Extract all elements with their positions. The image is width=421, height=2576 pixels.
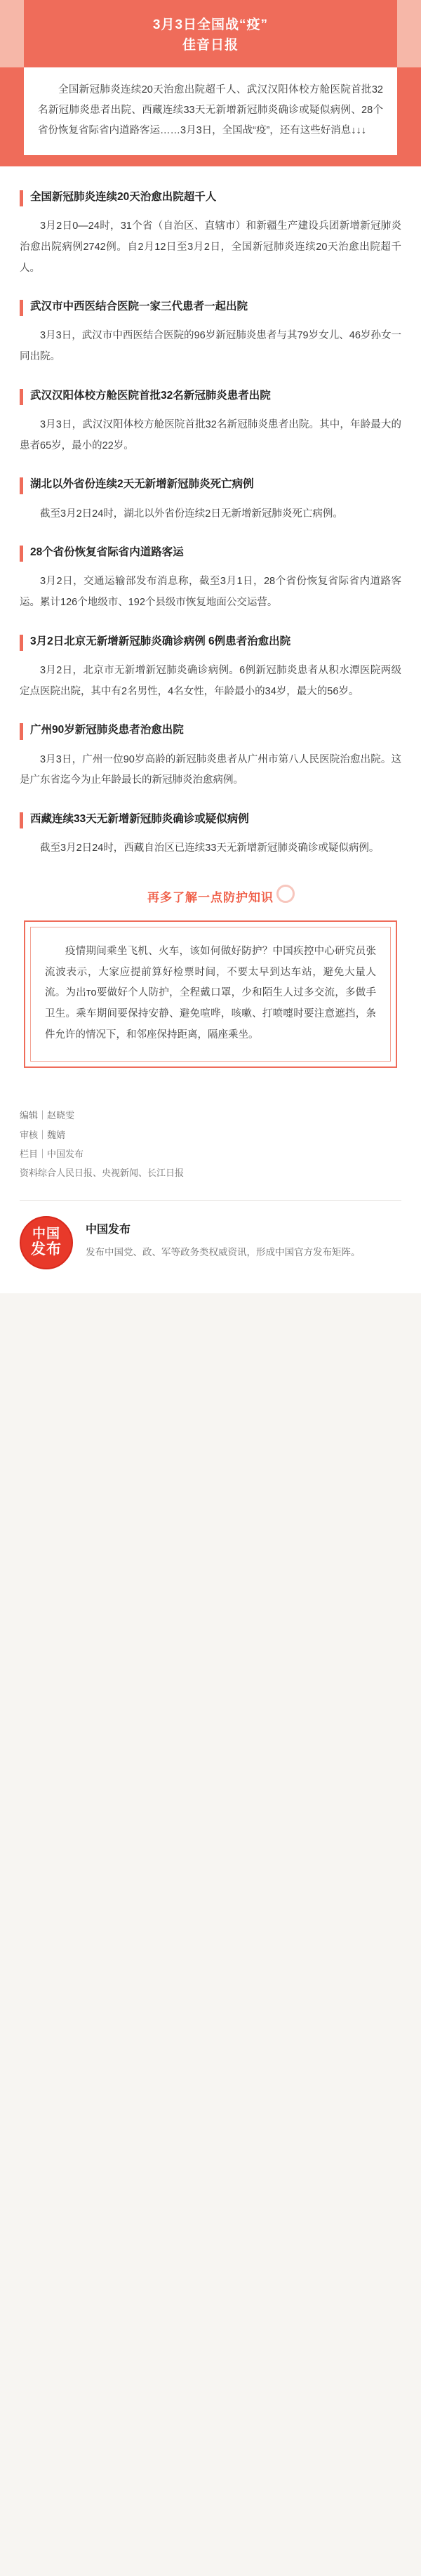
lead-wrapper [0, 67, 421, 166]
circle-decoration-icon [276, 885, 295, 903]
page-title-line2: 佳音日报 [182, 38, 239, 53]
credit-column: 栏目｜中国发布 [20, 1148, 84, 1159]
section-8-title: 西藏连续33天无新增新冠肺炎确诊或疑似病例 [30, 812, 249, 825]
credit-reviewer: 审核｜魏婧 [20, 1129, 66, 1140]
logo-line2: 发布 [31, 1241, 62, 1258]
credit-editor: 编辑｜赵晓雯 [20, 1110, 75, 1121]
publisher-name: 中国发布 [86, 1223, 131, 1236]
publisher-logo-icon [20, 1216, 73, 1269]
logo-line1: 中国 [32, 1226, 60, 1241]
section-3-title: 武汉汉阳体校方舱医院首批32名新冠肺炎患者出院 [30, 389, 271, 402]
tips-block [0, 878, 421, 1090]
section-8-body: 截至3月2日24时，西藏自治区已连续33天无新增新冠肺炎确诊或疑似病例。 [40, 843, 380, 854]
publisher-description: 发布中国党、政、军等政务类权威资讯，形成中国官方发布矩阵。 [86, 1246, 361, 1257]
section-7 [0, 720, 421, 791]
section-6 [0, 632, 421, 703]
tips-title-wrapper [143, 887, 278, 905]
section-marker-icon [20, 546, 23, 562]
section-marker-icon [20, 723, 23, 739]
publisher-card[interactable] [0, 1201, 421, 1293]
credit-sources: 资料综合人民日报、央视新闻、长江日报 [20, 1168, 185, 1179]
section-marker-icon [20, 190, 23, 206]
section-7-heading [20, 720, 401, 739]
section-5-title: 28个省份恢复省际省内道路客运 [30, 546, 184, 559]
lead-box [24, 67, 397, 155]
section-1-body: 3月2日0—24时，31个省（自治区、直辖市）和新疆生产建设兵团新增新冠肺炎治愈出院病例2742例。自2月12日至3月2日，全国新冠肺炎连续20天治愈出院超千人。 [20, 220, 401, 274]
section-marker-icon [20, 635, 23, 651]
section-5 [0, 543, 421, 614]
section-2 [0, 297, 421, 368]
section-6-heading [20, 632, 401, 651]
section-marker-icon [20, 477, 23, 494]
section-marker-icon [20, 812, 23, 828]
section-5-heading [20, 543, 401, 562]
section-8-heading [20, 810, 401, 828]
section-3 [0, 386, 421, 457]
credits-block [0, 1089, 421, 1187]
section-3-heading [20, 386, 401, 405]
header-banner [0, 0, 421, 67]
publisher-info [73, 1216, 361, 1262]
lead-text: 全国新冠肺炎连续20天治愈出院超千人、武汉汉阳体校方舱医院首批32名新冠肺炎患者出院、西藏连续33天无新增新冠肺炎确诊或疑似病例、28个省份恢复省际省内道路客运……3月3日，全国战“疫”，还有这些好消息↓↓↓ [38, 84, 383, 136]
section-2-body: 3月3日，武汉市中西医结合医院的96岁新冠肺炎患者与其79岁女儿、46岁孙女一同出院。 [20, 330, 401, 363]
section-7-title: 广州90岁新冠肺炎患者治愈出院 [30, 724, 184, 737]
article-body [0, 166, 421, 1293]
section-1-title: 全国新冠肺炎连续20天治愈出院超千人 [30, 191, 217, 203]
section-6-title: 3月2日北京无新增新冠肺炎确诊病例 6例患者治愈出院 [30, 635, 291, 647]
section-1-heading [20, 187, 401, 206]
section-8 [0, 810, 421, 859]
section-4 [0, 475, 421, 524]
section-2-heading [20, 297, 401, 316]
section-marker-icon [20, 389, 23, 405]
section-1 [0, 187, 421, 279]
section-7-body: 3月3日，广州一位90岁高龄的新冠肺炎患者从广州市第八人民医院治愈出院。这是广东省迄今为止年龄最长的新冠肺炎治愈病例。 [20, 753, 401, 786]
section-4-heading [20, 475, 401, 494]
tips-body: 疫情期间乘坐飞机、火车，该如何做好防护？中国疾控中心研究员张流波表示，大家应提前算好检票时间，不要太早到达车站，避免大量人流。为出то要做好个人防护，全程戴口罩，少和陌生人过多交流，多做手卫生。乘车期间要保持安静、避免喧哗，咳嗽、打喷嚏时要注意遮挡，条件允许的情况下，和邻座保持距离，隔座乘坐。 [30, 927, 391, 1062]
section-4-body: 截至3月2日24时，湖北以外省份连续2日无新增新冠肺炎死亡病例。 [40, 508, 343, 520]
section-2-title: 武汉市中西医结合医院一家三代患者一起出院 [30, 300, 248, 313]
page-title-line1: 3月3日全国战“疫” [152, 18, 269, 32]
page-title [0, 0, 421, 56]
tips-title: 再多了解一点防护知识 [147, 890, 274, 904]
tips-box-outer [24, 920, 397, 1069]
section-5-body: 3月2日，交通运输部发布消息称，截至3月1日，28个省份恢复省际省内道路客运。累计126个地级市、192个县级市恢复地面公交运营。 [20, 576, 401, 609]
section-4-title: 湖北以外省份连续2天无新增新冠肺炎死亡病例 [30, 478, 254, 491]
section-6-body: 3月2日，北京市无新增新冠肺炎确诊病例。6例新冠肺炎患者从积水潭医院两级定点医院出院，其中有2名男性，4名女性，年龄最小的34岁，最大的56岁。 [20, 664, 401, 697]
section-marker-icon [20, 300, 23, 316]
section-3-body: 3月3日，武汉汉阳体校方舱医院首批32名新冠肺炎患者出院。其中，年龄最大的患者65岁，最小的22岁。 [20, 418, 401, 451]
